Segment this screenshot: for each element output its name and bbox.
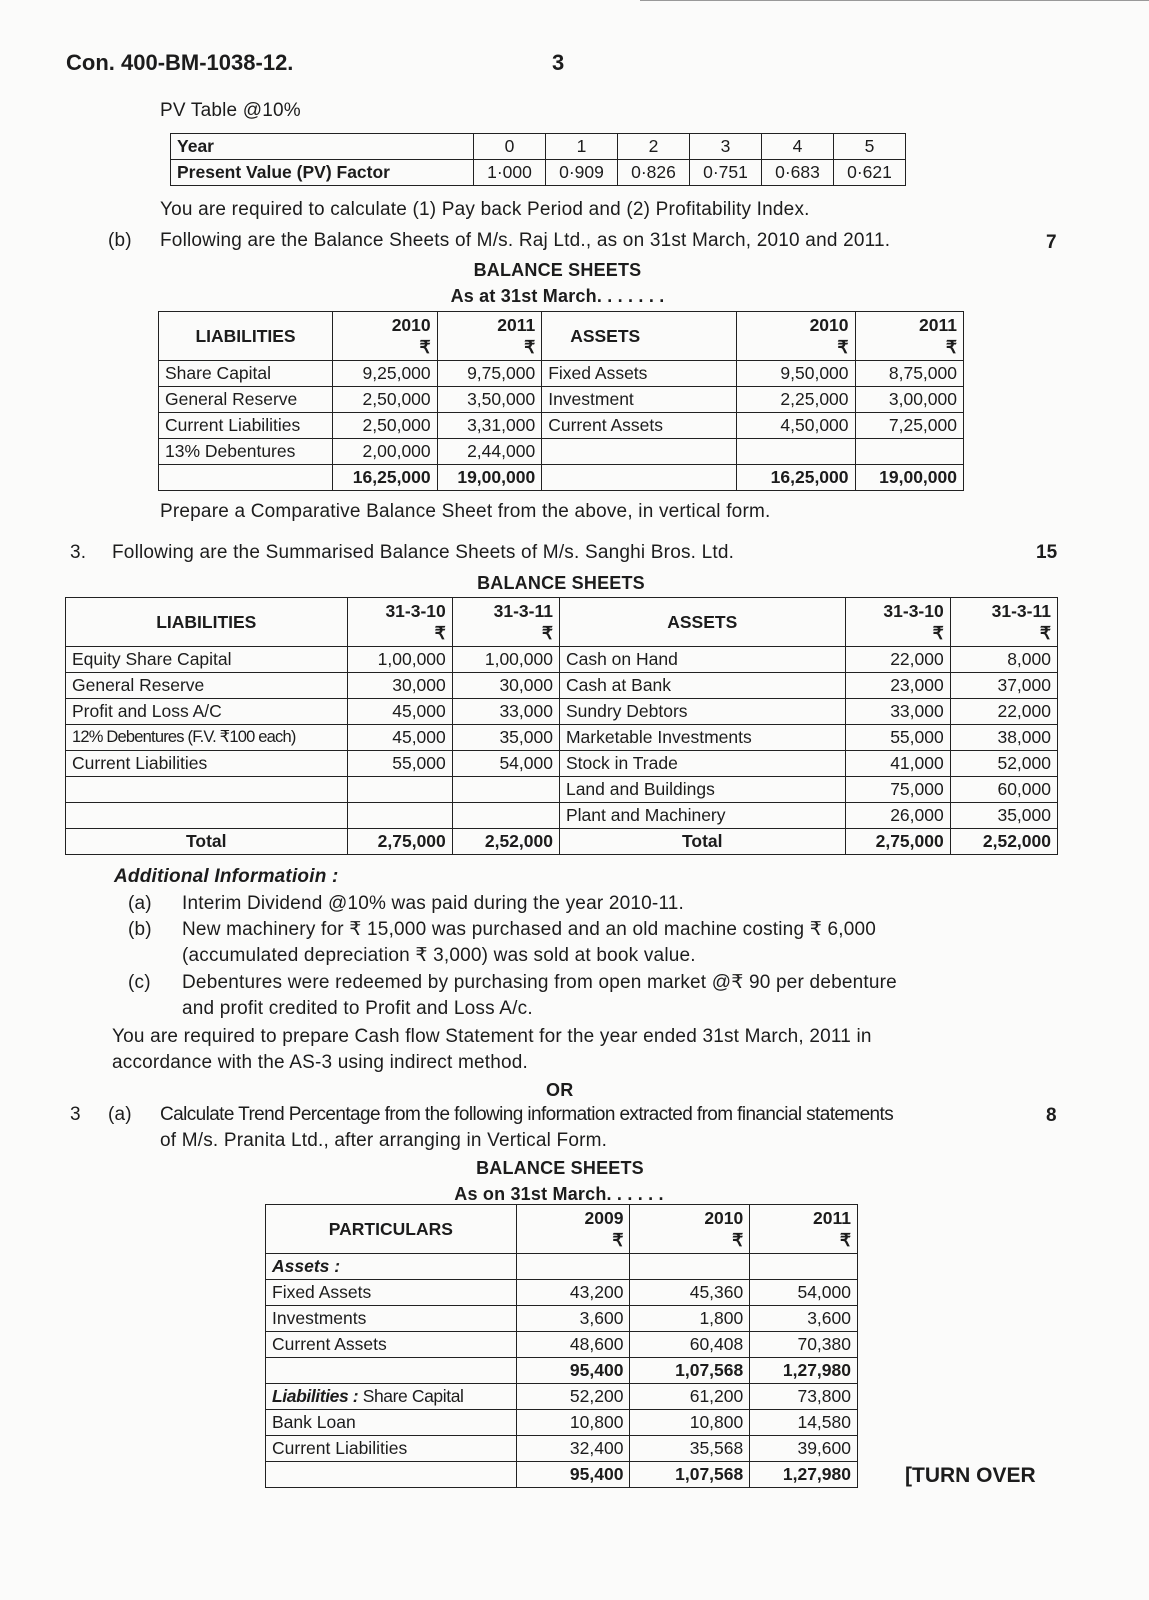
additional-item-label: (c) <box>128 972 151 993</box>
totals-row: 16,25,000 19,00,000 16,25,000 19,00,000 <box>159 465 964 491</box>
additional-item-label: (b) <box>128 919 152 940</box>
pv-year: 0 <box>474 134 546 160</box>
table-row: Share Capital 9,25,000 9,75,000 Fixed Assets 9,50,000 8,75,000 <box>159 361 964 387</box>
additional-info-title: Additional Informatioin : <box>114 866 339 887</box>
additional-item-text: Debentures were redeemed by purchasing from open market @₹ 90 per debenture <box>182 972 897 993</box>
table-row: Plant and Machinery 26,000 35,000 <box>66 803 1058 829</box>
date-header: 31-3-11 ₹ <box>950 598 1057 647</box>
totals-row: 95,400 1,07,568 1,27,980 <box>266 1358 858 1384</box>
particulars-header: PARTICULARS <box>266 1205 517 1254</box>
pv-row-label: Present Value (PV) Factor <box>171 160 474 186</box>
additional-item-text: (accumulated depreciation ₹ 3,000) was sold at book value. <box>182 945 696 966</box>
table-row: 12% Debentures (F.V. ₹100 each) 45,000 35,000 Marketable Investments 55,000 38,000 <box>66 725 1058 751</box>
q3a-text: Calculate Trend Percentage from the following information extracted from financial statements <box>160 1104 894 1125</box>
pv-factor: 0·826 <box>618 160 690 186</box>
q3a-marks: 8 <box>1046 1105 1057 1126</box>
additional-item-text: Interim Dividend @10% was paid during the year 2010-11. <box>182 893 685 914</box>
table-row: 13% Debentures 2,00,000 2,44,000 <box>159 439 964 465</box>
pv-factor: 0·621 <box>834 160 906 186</box>
totals-row: 95,400 1,07,568 1,27,980 <box>266 1462 858 1488</box>
q2a-instruction: You are required to calculate (1) Pay back Period and (2) Profitability Index. <box>160 199 810 220</box>
pv-factor: 0·683 <box>762 160 834 186</box>
or-separator: OR <box>546 1080 574 1100</box>
additional-item-text: New machinery for ₹ 15,000 was purchased and an old machine costing ₹ 6,000 <box>182 919 877 940</box>
q3a-number: 3 <box>70 1104 81 1125</box>
pv-factor: 1·000 <box>474 160 546 186</box>
table-header-row <box>66 598 1058 647</box>
pv-factor-row <box>171 160 906 186</box>
pv-year: 5 <box>834 134 906 160</box>
date-header: 31-3-11 ₹ <box>452 598 559 647</box>
q3a-label: (a) <box>108 1104 132 1125</box>
table-row: Profit and Loss A/C 45,000 33,000 Sundry Debtors 33,000 22,000 <box>66 699 1058 725</box>
table-row: Investments 3,600 1,800 3,600 <box>266 1306 858 1332</box>
year-header: 2009 ₹ <box>516 1205 630 1254</box>
pv-factor: 0·751 <box>690 160 762 186</box>
pv-year: 2 <box>618 134 690 160</box>
sanghi-balance-sheet-table <box>65 597 1058 855</box>
year-header: 2011 ₹ <box>750 1205 858 1254</box>
table-row: Fixed Assets 43,200 45,360 54,000 <box>266 1280 858 1306</box>
pv-year: 3 <box>690 134 762 160</box>
pv-row-label: Year <box>171 134 474 160</box>
q3a-subtitle: As on 31st March. . . . . . <box>454 1184 664 1204</box>
pv-table-title: PV Table @10% <box>160 100 301 121</box>
table-row: Current Liabilities 32,400 35,568 39,600 <box>266 1436 858 1462</box>
turn-over-label: [TURN OVER <box>905 1464 1036 1487</box>
additional-item-label: (a) <box>128 893 152 914</box>
paper-code: Con. 400-BM-1038-12. <box>66 50 294 75</box>
table-header-row <box>159 312 964 361</box>
q3-title: BALANCE SHEETS <box>477 573 645 593</box>
q3a-text: of M/s. Pranita Ltd., after arranging in Vertical Form. <box>160 1130 608 1151</box>
table-row: Liabilities : Share Capital 52,200 61,200 73,800 <box>266 1384 858 1410</box>
pranita-balance-sheet-table <box>265 1204 858 1488</box>
raj-balance-sheet-table <box>158 311 964 491</box>
assets-header: ASSETS <box>559 598 845 647</box>
q2b-instruction: Prepare a Comparative Balance Sheet from the above, in vertical form. <box>160 501 771 522</box>
table-row: Equity Share Capital 1,00,000 1,00,000 Cash on Hand 22,000 8,000 <box>66 647 1058 673</box>
pv-year: 1 <box>546 134 618 160</box>
additional-item-text: and profit credited to Profit and Loss A/c. <box>182 998 533 1019</box>
table-row: Current Assets 48,600 60,408 70,380 <box>266 1332 858 1358</box>
page-number: 3 <box>552 50 565 75</box>
q3-number: 3. <box>70 542 87 563</box>
liabilities-heading: Liabilities : <box>272 1386 359 1406</box>
liabilities-header: LIABILITIES <box>66 598 348 647</box>
table-row: Current Liabilities 55,000 54,000 Stock in Trade 41,000 52,000 <box>66 751 1058 777</box>
table-row: Bank Loan 10,800 10,800 14,580 <box>266 1410 858 1436</box>
section-heading-row: Assets : <box>266 1254 858 1280</box>
table-row: Current Liabilities 2,50,000 3,31,000 Current Assets 4,50,000 7,25,000 <box>159 413 964 439</box>
date-header: 31-3-10 ₹ <box>347 598 452 647</box>
table-row: General Reserve 2,50,000 3,50,000 Investment 2,25,000 3,00,000 <box>159 387 964 413</box>
year-header: 2011 ₹ <box>855 312 963 361</box>
liabilities-header: LIABILITIES <box>159 312 333 361</box>
year-header: 2010 ₹ <box>737 312 855 361</box>
q2b-marks: 7 <box>1046 232 1057 253</box>
q3-instruction: accordance with the AS-3 using indirect method. <box>112 1052 529 1073</box>
pv-year-row <box>171 134 906 160</box>
q3a-title: BALANCE SHEETS <box>476 1158 644 1178</box>
q3-text: Following are the Summarised Balance Sheets of M/s. Sanghi Bros. Ltd. <box>112 542 735 563</box>
table-row: Land and Buildings 75,000 60,000 <box>66 777 1058 803</box>
year-header: 2010 ₹ <box>630 1205 750 1254</box>
date-header: 31-3-10 ₹ <box>845 598 950 647</box>
year-header: 2010 ₹ <box>333 312 438 361</box>
pv-year: 4 <box>762 134 834 160</box>
year-header: 2011 ₹ <box>437 312 542 361</box>
table-row: General Reserve 30,000 30,000 Cash at Bank 23,000 37,000 <box>66 673 1058 699</box>
q2b-subtitle: As at 31st March. . . . . . . <box>450 286 665 306</box>
q3-instruction: You are required to prepare Cash flow Statement for the year ended 31st March, 2011 in <box>112 1026 872 1047</box>
totals-row: Total 2,75,000 2,52,000 Total 2,75,000 2,52,000 <box>66 829 1058 855</box>
scan-edge-line <box>640 0 1149 1</box>
assets-header: ASSETS <box>542 312 737 361</box>
pv-table <box>170 133 906 186</box>
q2b-label: (b) <box>108 230 132 251</box>
q2b-title: BALANCE SHEETS <box>473 260 642 280</box>
q2b-text: Following are the Balance Sheets of M/s. Raj Ltd., as on 31st March, 2010 and 2011. <box>160 230 891 251</box>
table-header-row <box>266 1205 858 1254</box>
q3-marks: 15 <box>1036 542 1058 563</box>
pv-factor: 0·909 <box>546 160 618 186</box>
